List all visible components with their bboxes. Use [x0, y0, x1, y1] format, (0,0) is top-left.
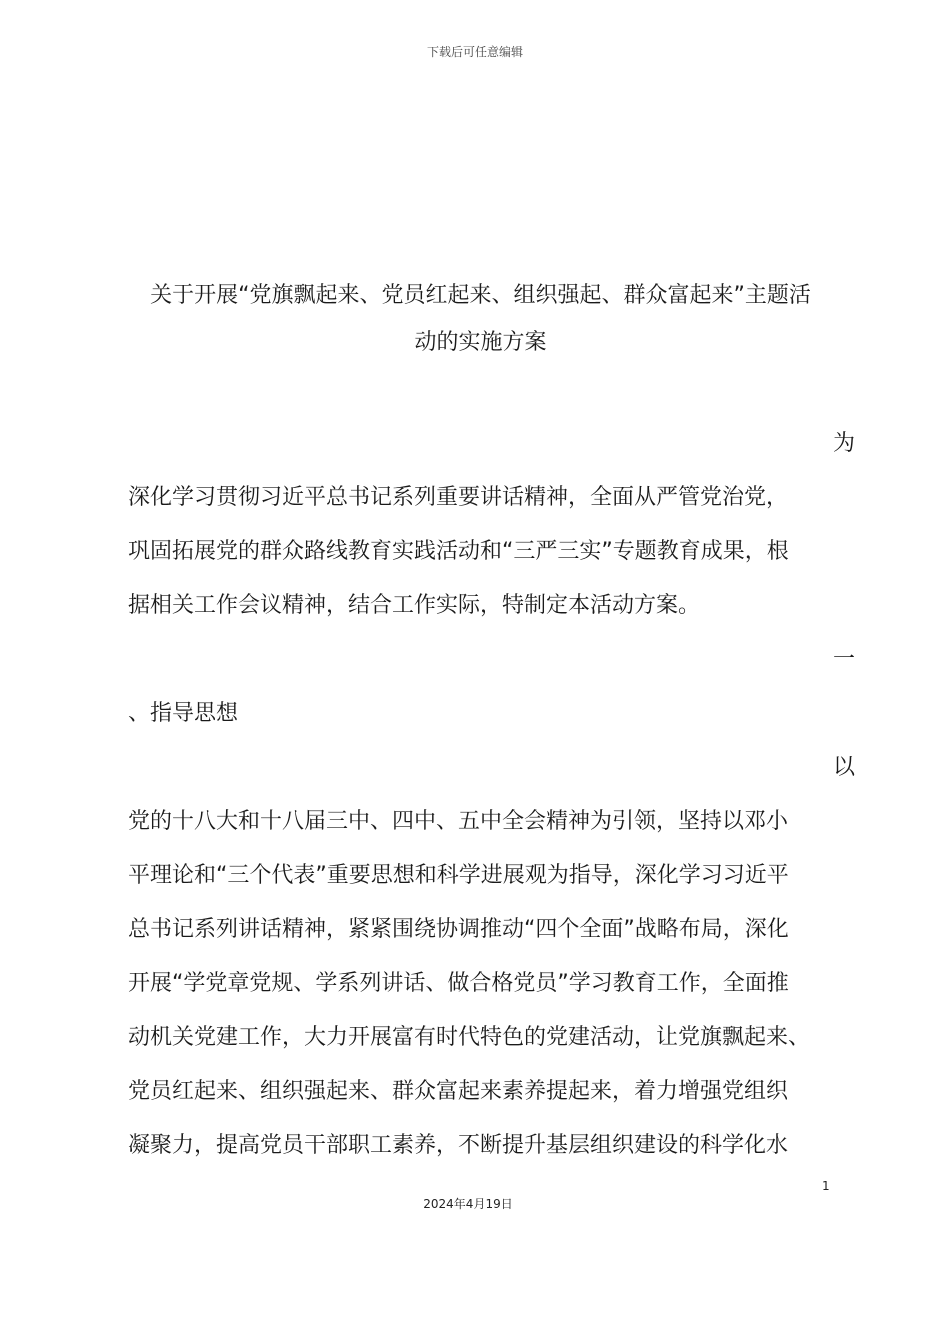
section-1-line-2: 平理论和“三个代表”重要思想和科学进展观为指导，深化学习习近平: [128, 863, 789, 888]
intro-line-2: 巩固拓展党的群众路线教育实践活动和“三严三实”专题教育成果，根: [128, 539, 789, 564]
section-1-line-1: 党的十八大和十八届三中、四中、五中全会精神为引领，坚持以邓小: [128, 809, 789, 834]
title-line-2: 动的实施方案: [414, 330, 547, 355]
section-1-line-7: 凝聚力，提高党员干部职工素养，不断提升基层组织建设的科学化水: [128, 1133, 789, 1158]
page-footer-date: 2024年4月19日: [423, 1197, 513, 1211]
intro-line-3: 据相关工作会议精神，结合工作实际，特制定本活动方案。: [128, 593, 701, 618]
title-line-1: 关于开展“党旗飘起来、党员红起来、组织强起、群众富起来”主题活: [150, 283, 811, 308]
section-1-lead-char: 以: [832, 755, 855, 780]
section-1-line-5: 动机关党建工作，大力开展富有时代特色的党建活动，让党旗飘起来、: [128, 1025, 811, 1050]
section-1-number: 一: [832, 647, 855, 672]
section-1-line-3: 总书记系列讲话精神，紧紧围绕协调推动“四个全面”战略布局，深化: [128, 917, 789, 942]
section-1-heading: [128, 687, 833, 741]
document-title: [128, 272, 833, 366]
section-1-heading-text: 、指导思想: [128, 701, 239, 726]
section-1-paragraph: [128, 795, 833, 1173]
section-1-line-4: 开展“学党章党规、学系列讲话、做合格党员”学习教育工作，全面推: [128, 971, 789, 996]
page-number: 1: [822, 1179, 830, 1193]
intro-line-1: 深化学习贯彻习近平总书记系列重要讲话精神，全面从严管党治党，: [128, 485, 789, 510]
section-1-line-6: 党员红起来、组织强起来、群众富起来素养提起来，着力增强党组织: [128, 1079, 789, 1104]
intro-lead-char: 为: [832, 431, 855, 456]
page-header: 下载后可任意编辑: [426, 45, 523, 59]
intro-paragraph: [128, 471, 833, 633]
